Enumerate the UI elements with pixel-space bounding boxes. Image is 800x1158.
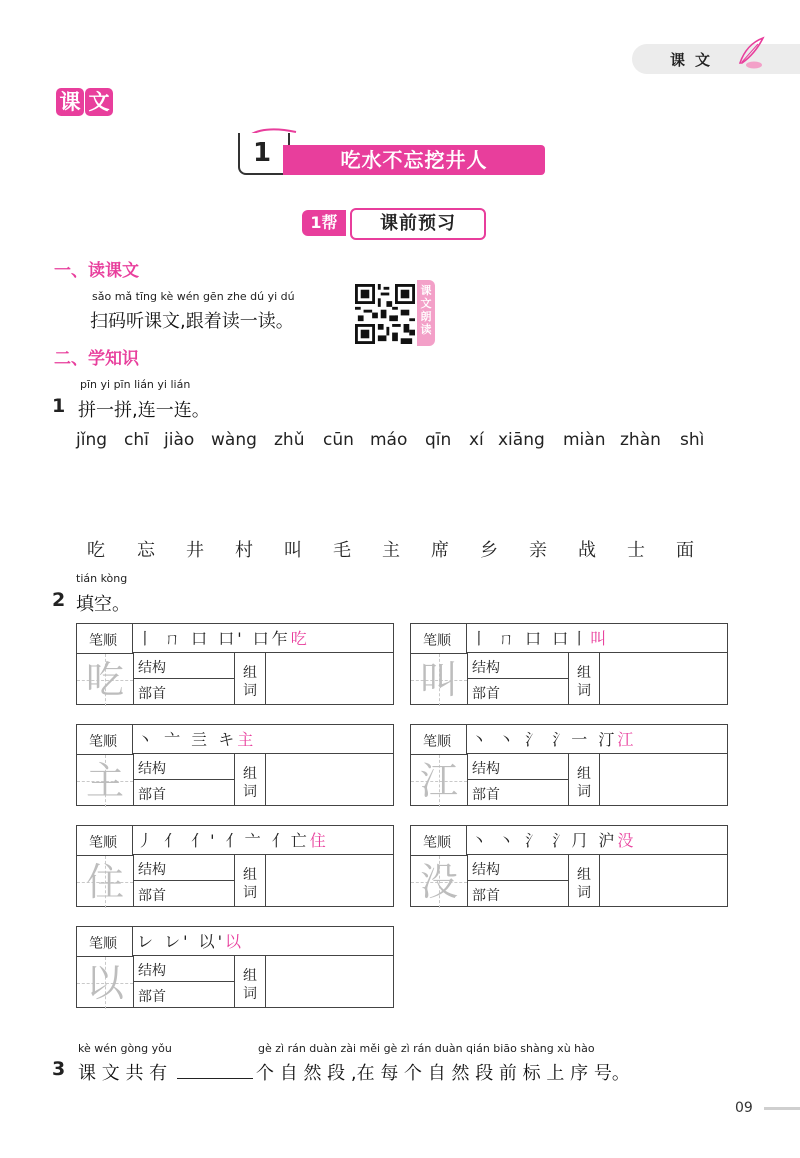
- stroke-box: [76, 926, 394, 1008]
- stroke-order-label: 笔顺: [89, 734, 117, 750]
- structure-label: 结构: [138, 963, 166, 979]
- hanzi-word: 主: [382, 540, 400, 561]
- stroke-box: [76, 623, 394, 705]
- zu-label: 组: [243, 766, 257, 782]
- hanzi-word: 忘: [137, 540, 155, 561]
- part1-text: 扫码听课文,跟着读一读。: [90, 311, 294, 332]
- stroke-box: [410, 623, 728, 705]
- zu-label: 组: [577, 766, 591, 782]
- stroke-sequence: 丨 ㄇ 口 口丨叫: [471, 629, 610, 648]
- section-badge: 1帮: [302, 210, 346, 236]
- stroke-sequence: レ レ' 以'以: [137, 932, 244, 951]
- stroke-order-label: 笔顺: [89, 835, 117, 851]
- zu-label: 组: [243, 665, 257, 681]
- ci-label: 词: [577, 784, 591, 800]
- radical-label: 部首: [138, 787, 166, 803]
- zu-label: 组: [243, 968, 257, 984]
- part2-heading: 二、学知识: [54, 349, 139, 369]
- practice-character: 江: [419, 759, 458, 803]
- hanzi-word: 叫: [284, 540, 302, 561]
- lesson-number: 1: [252, 138, 272, 168]
- q3-text-a: 课 文 共 有: [78, 1063, 168, 1084]
- stroke-sequence: 丶 亠 亖 キ主: [137, 730, 257, 749]
- stroke-order-label: 笔顺: [423, 734, 451, 750]
- badge-char-1: 课: [56, 88, 84, 116]
- structure-label: 结构: [138, 761, 166, 777]
- stroke-sequence: 丨 ㄇ 口 口' 口乍吃: [137, 629, 310, 648]
- part1-heading: 一、读课文: [54, 261, 139, 281]
- page-bar: [764, 1107, 800, 1110]
- q2-pinyin: tián kòng: [76, 572, 128, 585]
- practice-character: 以: [85, 961, 124, 1005]
- radical-label: 部首: [472, 787, 500, 803]
- q1-number: 1: [52, 395, 66, 417]
- pinyin-word: xí: [469, 430, 484, 450]
- badge-char-2: 文: [85, 88, 113, 116]
- pinyin-word: zhàn: [620, 430, 661, 450]
- q2-text: 填空。: [76, 594, 130, 615]
- pinyin-word: miàn: [563, 430, 606, 450]
- zu-label: 组: [577, 665, 591, 681]
- stroke-sequence: 丿 亻 亻' 亻亠 亻亡住: [137, 831, 329, 850]
- pinyin-word: shì: [680, 430, 705, 450]
- ci-label: 词: [243, 683, 257, 699]
- q2-number: 2: [52, 589, 66, 611]
- q3-pinyin-b: gè zì rán duàn zài měi gè zì rán duàn qián biāo shàng xù hào: [258, 1042, 595, 1055]
- practice-character: 主: [85, 759, 124, 803]
- radical-label: 部首: [138, 989, 166, 1005]
- structure-label: 结构: [472, 660, 500, 676]
- section-title: 课前预习: [350, 208, 486, 240]
- ci-label: 词: [577, 885, 591, 901]
- pinyin-word: jiào: [164, 430, 195, 450]
- hanzi-word: 士: [627, 540, 645, 561]
- structure-label: 结构: [472, 862, 500, 878]
- practice-character: 吃: [85, 658, 124, 702]
- stroke-box: [410, 825, 728, 907]
- practice-character: 叫: [419, 658, 458, 702]
- stroke-order-label: 笔顺: [89, 633, 117, 649]
- pinyin-word: xiāng: [498, 430, 545, 450]
- answer-blank[interactable]: [177, 1078, 253, 1079]
- hanzi-word: 村: [235, 540, 253, 561]
- hanzi-word: 吃: [87, 540, 105, 561]
- header-tab-label: 课文: [670, 51, 721, 69]
- radical-label: 部首: [472, 686, 500, 702]
- pinyin-word: chī: [124, 430, 149, 450]
- page-number: 09: [735, 1100, 753, 1116]
- stroke-order-label: 笔顺: [89, 936, 117, 952]
- practice-character: 住: [85, 860, 124, 904]
- lesson-title: 吃水不忘挖井人: [283, 145, 545, 175]
- pinyin-word: máo: [370, 430, 408, 450]
- stroke-box: [76, 825, 394, 907]
- q1-pinyin: pīn yi pīn lián yi lián: [80, 378, 191, 391]
- hanzi-word: 亲: [529, 540, 547, 561]
- q1-text: 拼一拼,连一连。: [78, 400, 210, 421]
- feather-pen-icon: [734, 36, 766, 70]
- stroke-order-label: 笔顺: [423, 633, 451, 649]
- q3-number: 3: [52, 1058, 66, 1080]
- structure-label: 结构: [138, 862, 166, 878]
- ci-label: 词: [243, 784, 257, 800]
- pinyin-word: cūn: [323, 430, 354, 450]
- pinyin-word: jǐng: [76, 430, 108, 450]
- practice-character: 没: [419, 860, 458, 904]
- pinyin-word: zhǔ: [274, 430, 305, 450]
- hanzi-word: 面: [676, 540, 694, 561]
- zu-label: 组: [243, 867, 257, 883]
- stroke-sequence: 丶 丶 氵 氵⺆ 沪没: [471, 831, 637, 850]
- pinyin-word: qīn: [425, 430, 452, 450]
- structure-label: 结构: [472, 761, 500, 777]
- radical-label: 部首: [138, 686, 166, 702]
- stroke-box: [76, 724, 394, 806]
- q3-pinyin-a: kè wén gòng yǒu: [78, 1042, 172, 1055]
- ci-label: 词: [243, 885, 257, 901]
- part1-pinyin: sǎo mǎ tīng kè wén gēn zhe dú yi dú: [92, 290, 295, 303]
- qr-tag: 课文朗读: [417, 280, 435, 346]
- stroke-order-label: 笔顺: [423, 835, 451, 851]
- hanzi-word: 乡: [480, 540, 498, 561]
- q3-text-b: 个 自 然 段 ,在 每 个 自 然 段 前 标 上 序 号。: [256, 1063, 630, 1084]
- hanzi-word: 战: [578, 540, 596, 561]
- zu-label: 组: [577, 867, 591, 883]
- hanzi-word: 井: [186, 540, 204, 561]
- hanzi-word: 席: [431, 540, 449, 561]
- ci-label: 词: [577, 683, 591, 699]
- radical-label: 部首: [472, 888, 500, 904]
- structure-label: 结构: [138, 660, 166, 676]
- stroke-box: [410, 724, 728, 806]
- hanzi-word: 毛: [333, 540, 351, 561]
- radical-label: 部首: [138, 888, 166, 904]
- qr-code-icon[interactable]: [355, 284, 415, 344]
- stroke-sequence: 丶 丶 氵 氵一 汀江: [471, 730, 637, 749]
- pinyin-word: wàng: [211, 430, 257, 450]
- ci-label: 词: [243, 986, 257, 1002]
